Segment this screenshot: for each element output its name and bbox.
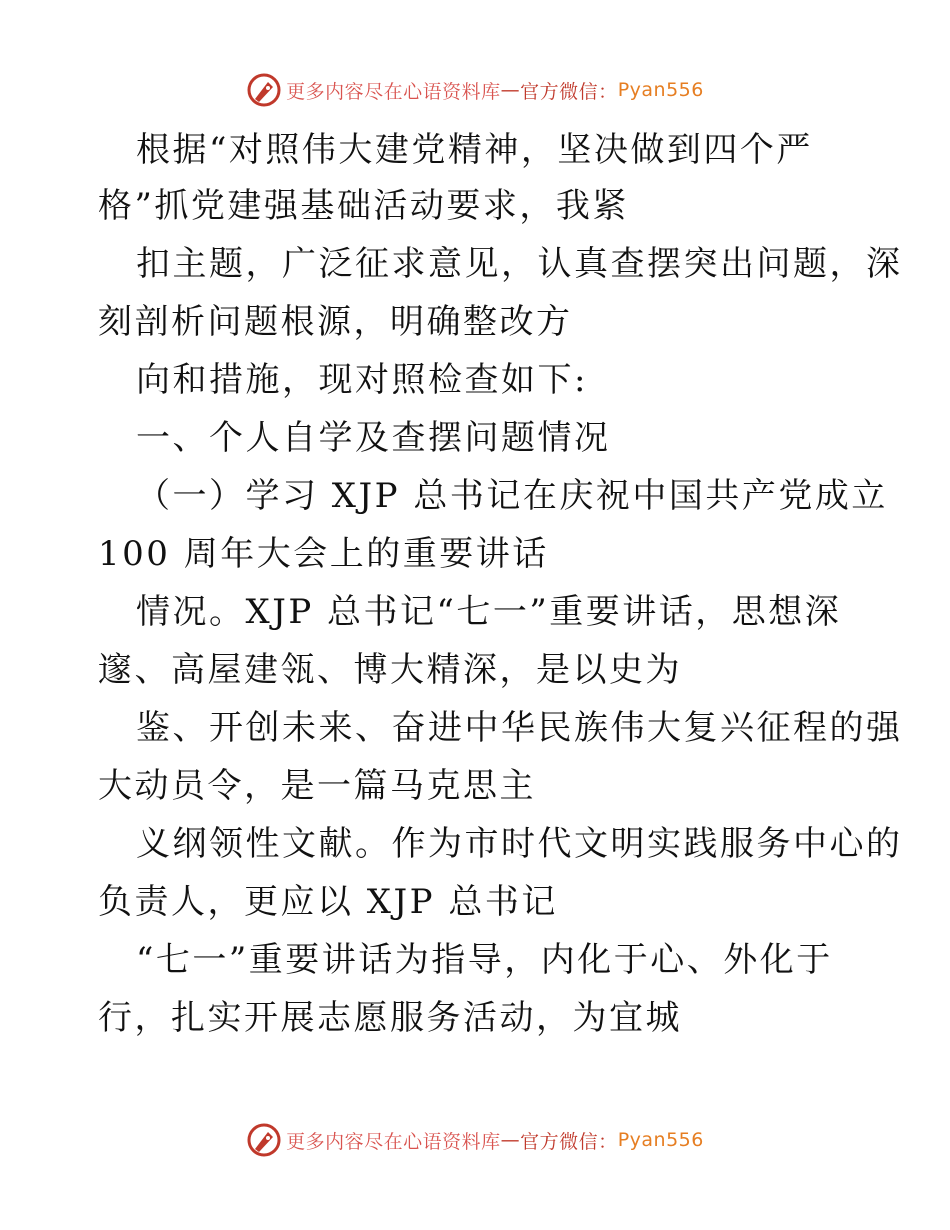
text-line: 向和措施，现对照检查如下: (136, 360, 588, 400)
header-watermark-banner (0, 68, 950, 112)
text-line: 情况。XJP 总书记“七一”重要讲话，思想深 (136, 592, 842, 632)
text-line: 格”抓党建强基础活动要求，我紧 (98, 186, 629, 226)
text-line: 大动员令，是一篇马克思主 (98, 766, 536, 806)
text-line: 100 周年大会上的重要讲话 (98, 534, 549, 574)
pen-nib-logo-icon (246, 72, 282, 108)
banner-label: 官方微信： (520, 1130, 618, 1153)
banner-separator: — (500, 79, 521, 101)
text-line: 义纲领性文献。作为市时代文明实践服务中心的 (136, 824, 903, 864)
banner-account: Pyan556 (617, 1129, 704, 1151)
banner-text: 更多内容尽在心语资料库 (286, 1130, 501, 1153)
banner-text: 更多内容尽在心语资料库 (286, 80, 501, 103)
text-line: 扣主题，广泛征求意见，认真查摆突出问题，深 (136, 244, 903, 284)
banner-account: Pyan556 (617, 79, 704, 101)
banner-label: 官方微信： (520, 80, 618, 103)
footer-watermark-banner (0, 1118, 950, 1162)
text-line: 邃、高屋建瓴、博大精深，是以史为 (98, 650, 682, 690)
subsection-heading: （一）学习 XJP 总书记在庆祝中国共产党成立 (136, 476, 888, 516)
banner-separator: — (500, 1129, 521, 1151)
pen-nib-logo-icon (246, 1122, 282, 1158)
section-heading: 一、个人自学及查摆问题情况 (136, 418, 611, 458)
text-line: 根据“对照伟大建党精神，坚决做到四个严 (136, 130, 813, 170)
text-line: 刻剖析问题根源，明确整改方 (98, 302, 573, 342)
text-line: “七一”重要讲话为指导，内化于心、外化于 (136, 940, 833, 980)
text-line: 行，扎实开展志愿服务活动，为宜城 (98, 998, 682, 1038)
text-line: 负责人，更应以 XJP 总书记 (98, 882, 558, 922)
text-line: 鉴、开创未来、奋进中华民族伟大复兴征程的强 (136, 708, 903, 748)
